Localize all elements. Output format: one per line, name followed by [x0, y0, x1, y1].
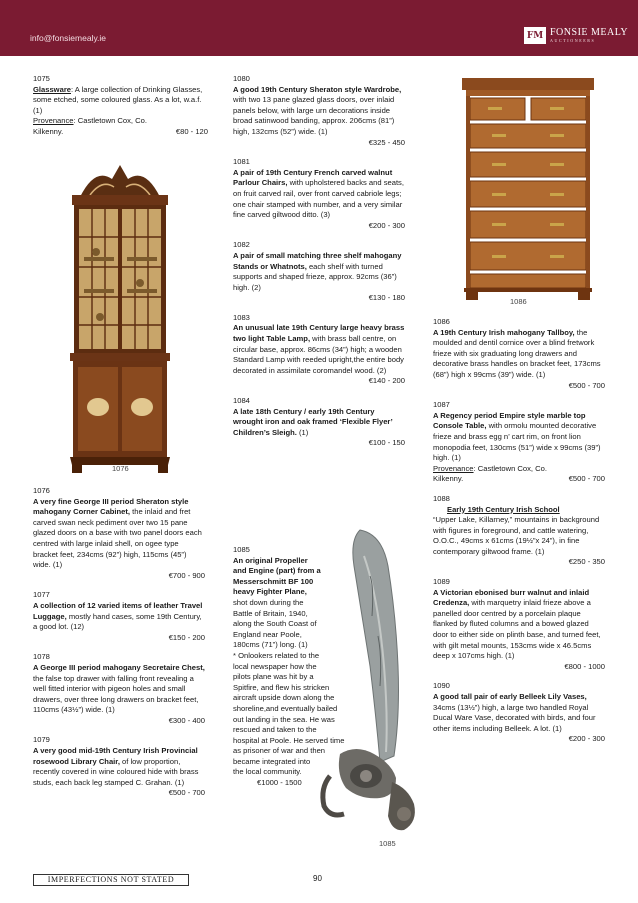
- lot-description-line: shoreline,and eventually bailed: [233, 703, 338, 713]
- lot-title: A George III period mahogany Secretaire Chest,: [33, 662, 205, 672]
- lot-title-line: Messerschmitt BF 100: [233, 576, 314, 586]
- lot-number: 1077: [33, 590, 50, 600]
- lot-description-line: rescued and taken to the: [233, 725, 317, 735]
- imperfections-disclaimer: IMPERFECTIONS NOT STATED: [33, 874, 189, 886]
- lot-title: A late 18th Century / early 19th Century wrought iron and oak framed ‘Flexible Flyer’ Children’s Sleigh.: [233, 406, 393, 437]
- lot-title: A Regency period Empire style marble top Console Table,: [433, 410, 586, 431]
- lot-number: 1080: [233, 74, 250, 83]
- lot-1081: [233, 157, 405, 231]
- lot-description: the false top drawer with falling front revealing a well fitted interior with pigeon holes and small drawers, over three long drawers on bracket feet, 110cms (43½”) wide. (1): [33, 673, 199, 715]
- lot-estimate: €700 - 900: [168, 570, 205, 580]
- lot-estimate: €100 - 150: [368, 438, 405, 448]
- lot-number: 1083: [233, 312, 250, 322]
- lot-description-line: as prisoner of war and then: [233, 746, 326, 756]
- lot-number: 1075: [33, 74, 50, 83]
- lot-estimate: €140 - 200: [368, 376, 405, 386]
- provenance-place: Kilkenny.: [33, 126, 64, 136]
- provenance-text: : Castletown Cox, Co.: [473, 463, 547, 473]
- lot-description: each shelf with turned supports and shaped frieze, approx. 92cms (36”) high. (2): [233, 261, 397, 292]
- provenance-label: Provenance: [433, 463, 474, 473]
- lot-title: Early 19th Century Irish School: [447, 504, 560, 514]
- lot-title-line: An original Propeller: [233, 555, 308, 565]
- lot-title: Glassware: [33, 84, 71, 94]
- provenance-place: Kilkenny.: [433, 474, 464, 484]
- lot-number: 1085: [233, 545, 250, 554]
- lot-1076: [33, 486, 205, 581]
- lot-title-line: and Engine (part) from a: [233, 566, 321, 576]
- lot-description-line: hospital at Poole. He served time: [233, 735, 345, 745]
- lot-1089: [433, 577, 605, 672]
- lot-1083: [233, 313, 405, 387]
- lot-number: 1086: [433, 317, 450, 326]
- lot-description-line: * Onlookers related to the: [233, 650, 320, 660]
- lot-title: A collection of 12 varied items of leather Travel Luggage,: [33, 600, 203, 621]
- lot-number: 1088: [433, 493, 450, 503]
- lot-number: 1089: [433, 577, 450, 587]
- lot-description-line: out landing in the sea. He was: [233, 714, 335, 724]
- lot-estimate: €150 - 200: [168, 632, 205, 642]
- lot-number: 1084: [233, 396, 250, 406]
- logo-subtitle: AUCTIONEERS: [550, 37, 596, 43]
- lot-description-line: shot down during the: [233, 597, 304, 607]
- lot-description-line: Battle of Britain, 1940,: [233, 608, 308, 618]
- lot-description-line: pilots plane was hit by a: [233, 672, 314, 682]
- logo-name: FONSIE MEALY: [550, 26, 629, 38]
- provenance-text: : Castletown Cox, Co.: [73, 116, 147, 126]
- lot-number: 1081: [233, 157, 250, 167]
- lot-1084: [233, 396, 405, 449]
- lot-number: 1079: [33, 735, 50, 745]
- lot-title: A pair of 19th Century French carved walnut Parlour Chairs,: [233, 167, 393, 188]
- lot-description: with marquetry inlaid frieze above a panelled door centred by a porcelain plaque flanked by fluted columns and a bowed glazed door to either side on plinth base, and turned feet, with gilt metal mounts, 153cms wide x 46.5cms deep x 107cms high. (1): [433, 598, 601, 661]
- lot-estimate: €800 - 1000: [564, 661, 605, 671]
- lot-1077: [33, 590, 205, 643]
- lot-title: A 19th Century Irish mahogany Tallboy,: [433, 327, 575, 337]
- lot-description: with ormolu mounted decorative frieze and brass egg n’ cart rim, on front lion monopodia feet, 130cms (51”) wide x 99cms (39”) high. (1): [433, 421, 601, 463]
- lot-1079: [33, 735, 205, 799]
- lot-title: A very fine George III period Sheraton style mahogany Corner Cabinet,: [33, 496, 189, 517]
- lot-description: (1): [296, 427, 309, 437]
- lot-number: 1087: [433, 400, 450, 410]
- lot-estimate: €1000 - 1500: [257, 778, 302, 788]
- fonsie-mealy-logo: [524, 27, 628, 44]
- lot-estimate: €80 - 120: [175, 126, 208, 136]
- lot-1086: [433, 317, 605, 391]
- lot-estimate: €250 - 350: [568, 557, 605, 567]
- corner-cabinet-image: [40, 157, 200, 477]
- lot-title: A Victorian ebonised burr walnut and inlaid Credenza,: [433, 587, 590, 608]
- lot-description-line: 180cms (71”) long. (1): [233, 640, 308, 650]
- lot-estimate: €130 - 180: [368, 293, 405, 303]
- logo-mark: FM: [524, 27, 546, 44]
- lot-1090: [433, 681, 605, 745]
- lot-description: “Upper Lake, Killarney,” mountains in background with figures in foreground, and cattle watering, O.O.C., 49cms x 61cms (19½”x 24”), in fine contemporary giltwood frame. (1): [433, 515, 600, 556]
- lot-description: : A large collection of Drinking Glasses, some etched, some coloured glass. As a lot, w.a.f. (1): [33, 84, 203, 115]
- image-caption-1086: 1086: [510, 297, 527, 306]
- lot-description: of low proportion, recently covered in wine coloured hide with brass studs, each back leg stamped C. Grahan. (1): [33, 756, 199, 787]
- lot-description: with two 13 pane glazed glass doors, over inlaid panels below, with large urn decorations inside broad satinwood banding, approx. 206cms (81”) high, 132cms (52”) wide. (1): [233, 95, 395, 136]
- lot-estimate: €500 - 700: [568, 474, 605, 484]
- lot-1080: [233, 74, 405, 148]
- lot-number: 1090: [433, 681, 450, 691]
- lot-description: 34cms (13½”) high, a large two handled Royal Ducal Ware Vase, decorated with birds, and four other items including Belleek. A lot. (1): [433, 702, 596, 733]
- lot-title: A very good mid-19th Century Irish Provincial rosewood Library Chair,: [33, 746, 198, 766]
- lot-description: mostly hand cases, some 19th Century, a good lot. (12): [33, 611, 202, 632]
- right-column-lots: [433, 317, 605, 754]
- middle-column-lots: [233, 74, 405, 458]
- lot-1075: [33, 74, 208, 138]
- lot-description-line: became integrated into: [233, 756, 311, 766]
- lot-description: the moulded and dentil cornice over a blind fretwork frieze with six graduating long drawers and decorative brass handles on bracket feet, 173cms (68”) high x 99cms (39”) wide. (1): [433, 327, 601, 379]
- page-header: [0, 0, 638, 56]
- lot-number: 1078: [33, 652, 50, 662]
- lot-title: A pair of small matching three shelf mahogany Stands or Whatnots,: [233, 250, 402, 271]
- lot-estimate: €200 - 300: [368, 220, 405, 230]
- lot-estimate: €500 - 700: [168, 788, 205, 798]
- lot-description-line: England near Poole,: [233, 629, 302, 639]
- lot-1082: [233, 240, 405, 304]
- lot-description-line: the local community.: [233, 767, 302, 777]
- lot-number: 1076: [33, 486, 50, 495]
- lot-estimate: €200 - 300: [568, 734, 605, 744]
- page-number: 90: [313, 874, 322, 883]
- header-email[interactable]: info@fonsiemealy.ie: [30, 33, 107, 43]
- lot-title-line: heavy Fighter Plane,: [233, 587, 307, 597]
- lot-number: 1082: [233, 240, 250, 250]
- lot-1087: [433, 400, 605, 485]
- lot-1088: [433, 494, 605, 568]
- lot-1085: [233, 545, 383, 789]
- lot-title: An unusual late 19th Century large heavy brass two light Table Lamp,: [233, 323, 405, 344]
- provenance-label: Provenance: [33, 116, 74, 126]
- left-column-lots: [33, 486, 205, 808]
- image-caption-1085: 1085: [379, 839, 396, 848]
- lot-description: with brass ball centre, on circular base, approx. 86cms (34”) high; a wooden Standard Lamp with reeded upright,the entire body decorated in assimilate coromandel wood. (2): [233, 334, 404, 375]
- tallboy-image: [458, 74, 598, 300]
- lot-title: A good 19th Century Sheraton style Wardrobe,: [233, 84, 402, 94]
- lot-estimate: €325 - 450: [368, 137, 405, 147]
- lot-estimate: €300 - 400: [168, 715, 205, 725]
- lot-description-line: along the South Coast of: [233, 619, 317, 629]
- image-caption-1076: 1076: [112, 464, 129, 473]
- lot-estimate: €500 - 700: [568, 380, 605, 390]
- lot-description: with upholstered backs and seats, on fruit carved rail, over front carved cabriole legs; one chair stamped with number, and a very similar fine carved giltwood ditto. (3): [233, 178, 404, 220]
- lot-1078: [33, 652, 205, 726]
- lot-description-line: local newspaper how the: [233, 661, 317, 671]
- lot-description-line: aircraft upside down along the: [233, 693, 335, 703]
- lot-title: A good tall pair of early Belleek Lily Vases,: [433, 692, 587, 701]
- lot-description-line: Spitfire, and flew his stricken: [233, 682, 330, 692]
- lot-description: the inlaid and fret carved swan neck pediment over two 15 pane glazed doors on a base with two panel doors each centred with large inlaid shell, on ogee type bracket feet, 234cms (92”) high, 115cms (45”) wide. (1): [33, 507, 202, 570]
